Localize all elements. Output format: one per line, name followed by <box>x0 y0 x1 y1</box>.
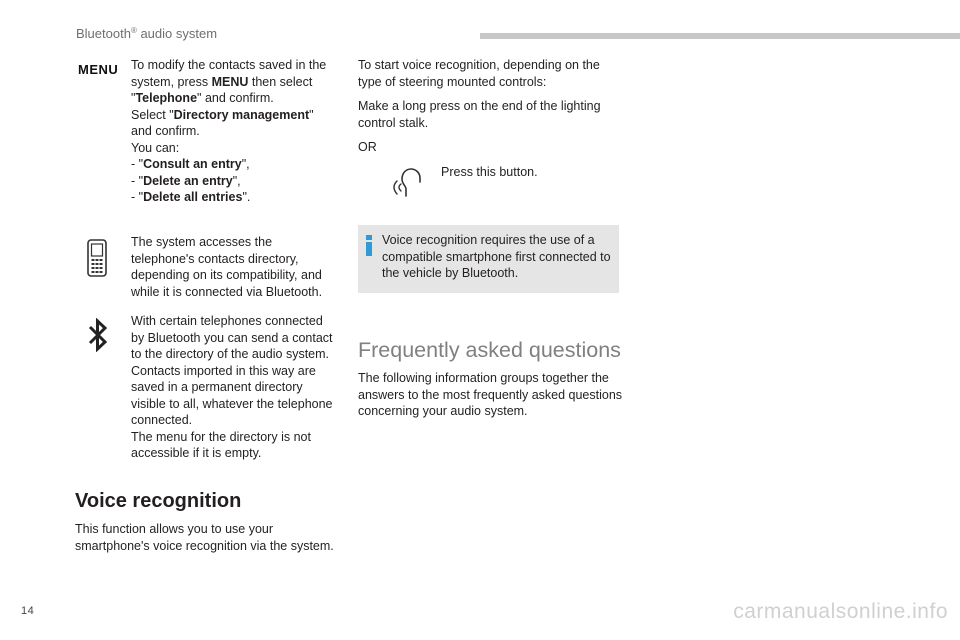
bluetooth-contacts-text <box>131 313 346 462</box>
text-line: saved in a permanent directory <box>131 380 303 394</box>
text-line: To start voice recognition, depending on the <box>358 58 600 72</box>
text-run: Delete an entry <box>143 173 233 188</box>
text-run: " <box>131 91 136 105</box>
option-delete <box>131 173 346 190</box>
or-label: OR <box>358 140 377 154</box>
text-line: to the directory of the audio system. <box>131 347 330 361</box>
text-run: " <box>309 107 314 122</box>
voice-command-button-icon <box>392 164 426 198</box>
text-run: ", <box>232 173 241 188</box>
text-run: - " <box>131 190 144 204</box>
text-run: system, press <box>131 74 212 89</box>
modify-line-6: You can: <box>131 140 180 155</box>
option-consult <box>131 156 346 173</box>
text-line: Contacts imported in this way are <box>131 363 316 378</box>
directory-management-ref: Directory management <box>173 107 310 122</box>
header-bar <box>480 33 960 39</box>
text-line: type of steering mounted controls: <box>358 74 547 89</box>
text-line: visible to all, whatever the telephone <box>131 396 333 411</box>
faq-heading: Frequently asked questions <box>358 338 621 362</box>
start-voice-text <box>358 57 620 90</box>
modify-line-4 <box>131 107 346 124</box>
text-line: control stalk. <box>358 115 429 130</box>
text-line: The following information groups together the <box>358 371 609 385</box>
menu-button-ref: MENU <box>211 74 249 89</box>
info-note-box <box>358 225 619 293</box>
header-title-rest: audio system <box>136 26 218 41</box>
directory-access-text <box>131 234 346 300</box>
text-line: With certain telephones connected <box>131 314 323 328</box>
text-run: " and confirm. <box>197 91 274 105</box>
header-title-main: Bluetooth <box>76 26 131 41</box>
text-line: The system accesses the <box>131 235 273 249</box>
menu-key-label: MENU <box>78 62 119 77</box>
text-run: ". <box>242 190 251 204</box>
text-run: - " <box>131 157 144 171</box>
text-line: The menu for the directory is not <box>131 429 311 444</box>
press-button-text: Press this button. <box>441 165 538 179</box>
text-line: This function allows you to use your <box>75 522 274 536</box>
modify-line-1: To modify the contacts saved in the <box>131 58 327 72</box>
watermark: carmanualsonline.info <box>733 600 948 623</box>
text-run: then select <box>248 74 313 89</box>
bluetooth-icon <box>88 318 108 352</box>
modify-line-2 <box>131 74 346 91</box>
text-line: by Bluetooth you can send a contact <box>131 330 333 345</box>
text-run: Select " <box>131 107 174 122</box>
voice-recognition-text <box>75 521 355 554</box>
text-run: - " <box>131 173 144 188</box>
section-header <box>76 26 217 42</box>
text-line: accessible if it is empty. <box>131 446 262 460</box>
page-number: 14 <box>21 605 35 617</box>
text-line: while it is connected via Bluetooth. <box>131 284 323 299</box>
text-line: answers to the most frequently asked questions <box>358 387 623 402</box>
text-line: compatible smartphone first connected to <box>382 249 611 264</box>
text-line: connected. <box>131 413 193 427</box>
long-press-text <box>358 98 620 131</box>
option-delete-all <box>131 189 346 206</box>
text-run: ", <box>241 157 250 171</box>
modify-line-3 <box>131 90 346 107</box>
text-line: smartphone's voice recognition via the system. <box>75 538 334 553</box>
text-line: depending on its compatibility, and <box>131 268 322 282</box>
info-note-text <box>382 232 614 282</box>
info-icon <box>366 235 372 255</box>
faq-intro-text <box>358 370 628 420</box>
text-line: the vehicle by Bluetooth. <box>382 266 519 280</box>
mobile-phone-icon <box>86 239 108 277</box>
voice-recognition-heading: Voice recognition <box>75 490 242 512</box>
telephone-menu-ref: Telephone <box>135 91 198 105</box>
text-line: Voice recognition requires the use of a <box>382 233 595 247</box>
text-run: Delete all entries <box>143 190 243 204</box>
text-line: telephone's contacts directory, <box>131 251 299 266</box>
modify-contacts-text <box>131 57 346 206</box>
registered-mark: ® <box>130 26 137 35</box>
text-line: concerning your audio system. <box>358 404 528 418</box>
text-line: Make a long press on the end of the lighting <box>358 99 601 113</box>
text-run: Consult an entry <box>143 157 242 171</box>
modify-line-5: and confirm. <box>131 124 200 138</box>
